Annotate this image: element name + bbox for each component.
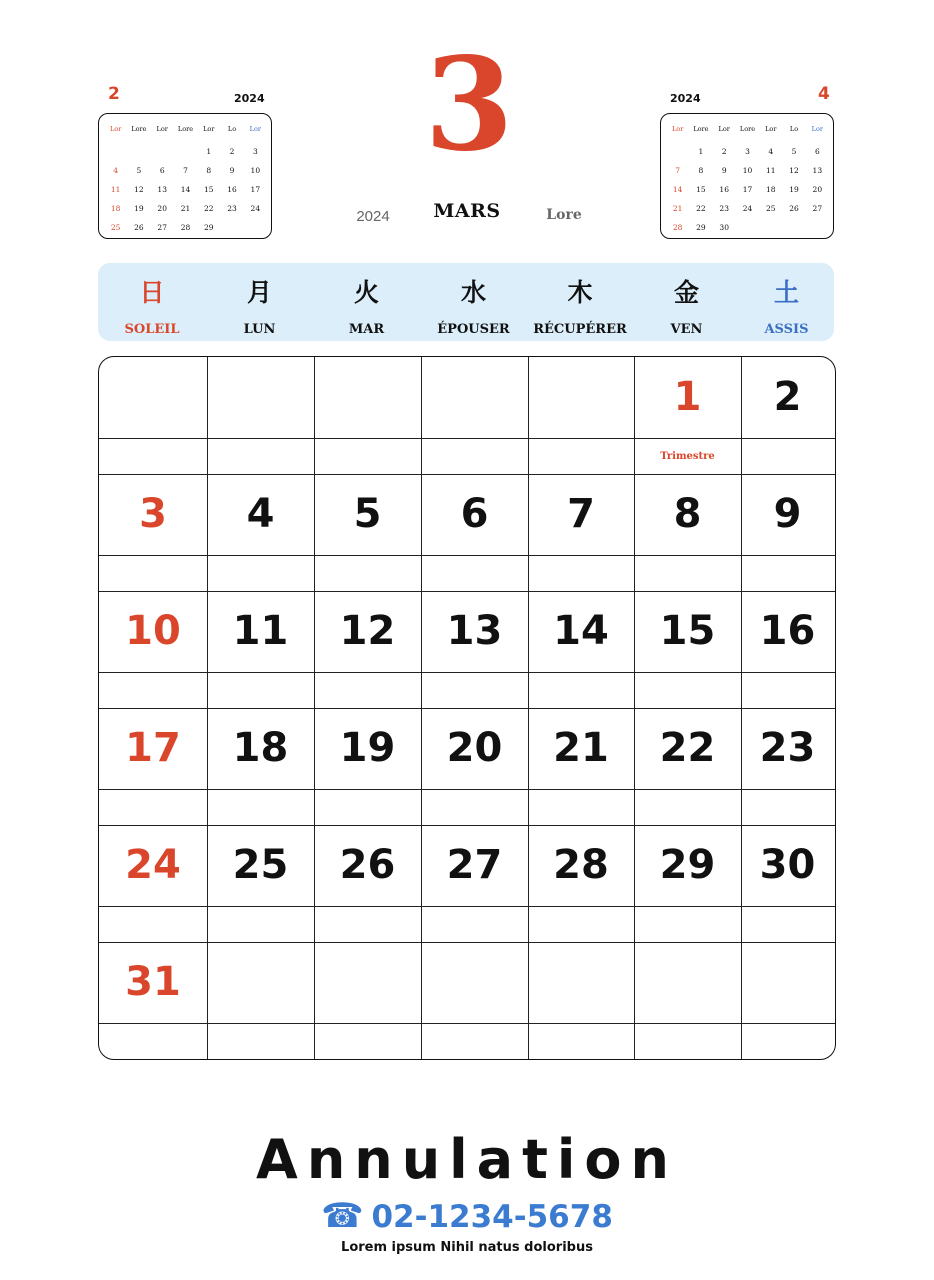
- weekday-0: [98, 263, 206, 341]
- day-cell[interactable]: 16: [759, 608, 816, 654]
- day-cell[interactable]: [314, 357, 421, 437]
- mini-week-row: [666, 180, 829, 199]
- mini-day: 11: [110, 185, 121, 194]
- mini-day: 22: [696, 204, 706, 213]
- prev-month-calendar: [98, 113, 272, 239]
- weekday-kanji: 金: [673, 278, 699, 307]
- mini-day: 19: [789, 185, 799, 194]
- mini-day: 19: [134, 204, 144, 213]
- mini-weekday-label: Lore: [739, 125, 756, 133]
- mini-day: 29: [696, 223, 706, 232]
- mini-day: 23: [227, 204, 237, 213]
- day-cell[interactable]: 11: [232, 608, 289, 654]
- day-cell[interactable]: 31: [125, 959, 181, 1005]
- mini-day: 27: [812, 204, 823, 213]
- mini-day: 17: [742, 185, 753, 194]
- day-cell[interactable]: 17: [125, 725, 181, 771]
- weekday-name: LUN: [243, 322, 276, 337]
- mini-day: 12: [134, 185, 144, 194]
- mini-day: 7: [183, 166, 188, 175]
- mini-week-row: [666, 199, 829, 218]
- mini-week-row: [104, 199, 267, 218]
- mini-weekday-label: Lore: [693, 125, 709, 133]
- day-cell[interactable]: [421, 942, 528, 1022]
- grid-note-divider: [99, 906, 835, 907]
- weekday-1: [206, 263, 313, 341]
- phone-number: 02-1234-5678: [371, 1199, 613, 1235]
- day-cell[interactable]: 28: [553, 842, 609, 888]
- mini-day: 5: [791, 147, 797, 156]
- mini-weekday-label: Lor: [156, 125, 168, 133]
- mini-day: 14: [180, 185, 191, 194]
- mini-day: 20: [812, 185, 823, 194]
- mini-day: 26: [134, 223, 144, 232]
- next-month-year: 2024: [670, 92, 701, 105]
- header-year: 2024: [356, 208, 390, 225]
- prev-month-grid: [104, 122, 267, 237]
- weekday-3: [420, 263, 527, 341]
- mini-weekday-label: Lo: [789, 125, 799, 133]
- day-cell[interactable]: [314, 942, 421, 1022]
- mini-day: 3: [745, 147, 750, 156]
- mini-day: 8: [698, 166, 704, 175]
- mini-day: 27: [157, 223, 167, 232]
- mini-week-row: [104, 142, 267, 161]
- mini-day: 4: [768, 147, 774, 156]
- mini-weekday-label: Lo: [227, 125, 237, 133]
- mini-weekday-label: Lor: [249, 125, 261, 133]
- mini-day: 10: [742, 166, 753, 175]
- footer-phone: [0, 1196, 934, 1236]
- mini-day: 6: [159, 166, 165, 175]
- prev-month-number: 2: [108, 84, 120, 104]
- weekday-name: ASSIS: [764, 322, 809, 337]
- mini-day: 2: [229, 147, 235, 156]
- telephone-icon: ☎: [321, 1196, 364, 1236]
- mini-day: 24: [250, 204, 261, 213]
- day-cell[interactable]: [421, 357, 528, 437]
- weekday-4: [527, 263, 633, 341]
- day-cell[interactable]: 25: [232, 842, 289, 888]
- day-cell[interactable]: 3: [139, 491, 167, 537]
- next-month-number: 4: [818, 84, 830, 104]
- day-cell[interactable]: 14: [553, 608, 609, 654]
- prev-month-year: 2024: [234, 92, 265, 105]
- mini-weekday-label: Lor: [765, 125, 777, 133]
- day-cell[interactable]: 20: [446, 725, 503, 771]
- next-month-calendar: [660, 113, 834, 239]
- weekday-kanji: 日: [139, 278, 165, 307]
- day-cell[interactable]: 18: [232, 725, 289, 771]
- day-cell[interactable]: 23: [759, 725, 816, 771]
- header-extra: Lore: [546, 207, 582, 223]
- next-month-grid: [666, 122, 829, 237]
- grid-note-divider: [99, 789, 835, 790]
- mini-day: 1: [698, 147, 704, 156]
- day-cell[interactable]: [207, 357, 314, 437]
- day-cell[interactable]: 6: [460, 491, 489, 537]
- day-cell[interactable]: 10: [125, 608, 181, 654]
- weekday-name: ÉPOUSER: [437, 322, 510, 337]
- grid-note-divider: [99, 672, 835, 673]
- weekday-name: MAR: [348, 322, 385, 337]
- mini-day: 30: [719, 223, 729, 232]
- mini-week-row: [104, 161, 267, 180]
- mini-weekday-label: Lor: [203, 125, 215, 133]
- mini-day: 3: [252, 147, 258, 156]
- day-cell[interactable]: 13: [446, 608, 503, 654]
- day-cell[interactable]: 30: [759, 842, 816, 888]
- mini-week-row: [104, 180, 267, 199]
- day-cell[interactable]: 8: [673, 491, 702, 537]
- mini-weekday-label: Lor: [718, 125, 730, 133]
- mini-weekday-label: Lor: [811, 125, 823, 133]
- footer-title: Annulation: [256, 1128, 678, 1191]
- mini-week-row: [104, 218, 267, 237]
- mini-day: 15: [696, 185, 706, 194]
- weekday-kanji: 土: [773, 278, 799, 307]
- mini-day: 29: [203, 223, 214, 232]
- day-cell[interactable]: 29: [659, 842, 716, 888]
- mini-week-row: [666, 161, 829, 180]
- mini-day: 16: [719, 185, 729, 194]
- mini-day: 8: [206, 166, 212, 175]
- day-cell[interactable]: 2: [773, 374, 802, 420]
- weekday-name: SOLEIL: [124, 322, 180, 337]
- mini-day: 22: [203, 204, 214, 213]
- weekday-6: [740, 263, 833, 341]
- mini-day: 18: [765, 185, 776, 194]
- mini-day: 28: [672, 223, 683, 232]
- mini-week-row: [666, 218, 829, 237]
- mini-day: 15: [203, 185, 214, 194]
- weekday-name: RÉCUPÉRER: [533, 322, 627, 337]
- day-note: Trimestre: [660, 451, 715, 462]
- mini-weekday-row: [666, 122, 829, 136]
- day-cell[interactable]: 7: [567, 491, 595, 537]
- day-cell[interactable]: [528, 357, 634, 437]
- weekday-kanji: 木: [567, 278, 593, 307]
- weekday-header: [98, 263, 834, 341]
- day-cell[interactable]: 4: [246, 491, 275, 537]
- mini-day: 25: [765, 204, 776, 213]
- mini-weekday-label: Lore: [177, 125, 194, 133]
- mini-weekday-label: Lor: [671, 125, 684, 133]
- mini-day: 2: [721, 147, 727, 156]
- month-name: MARS: [433, 200, 501, 222]
- day-cell[interactable]: [99, 357, 207, 437]
- day-cell[interactable]: 19: [339, 725, 396, 771]
- mini-day: 20: [157, 204, 167, 213]
- mini-day: 13: [157, 185, 167, 194]
- mini-weekday-row: [104, 122, 267, 136]
- mini-day: 12: [789, 166, 799, 175]
- mini-day: 24: [742, 204, 753, 213]
- mini-week-row: [666, 142, 829, 161]
- day-cell[interactable]: 24: [125, 842, 181, 888]
- day-cell[interactable]: 26: [339, 842, 396, 888]
- mini-day: 1: [206, 147, 212, 156]
- day-cell[interactable]: 27: [446, 842, 503, 888]
- mini-day: 14: [672, 185, 683, 194]
- mini-day: 13: [812, 166, 823, 175]
- mini-day: 17: [250, 185, 261, 194]
- day-cell[interactable]: 21: [553, 725, 609, 771]
- mini-day: 23: [719, 204, 729, 213]
- month-number: 3: [424, 30, 514, 180]
- weekday-name: VEN: [670, 322, 703, 337]
- day-cell[interactable]: 12: [339, 608, 396, 654]
- day-cell[interactable]: 22: [659, 725, 716, 771]
- mini-day: 7: [675, 166, 681, 175]
- mini-day: 4: [113, 166, 119, 175]
- footer-subtitle: Lorem ipsum Nihil natus doloribus: [341, 1240, 593, 1255]
- day-cell[interactable]: 5: [353, 491, 382, 537]
- weekday-kanji: 月: [246, 278, 272, 307]
- mini-day: 28: [180, 223, 191, 232]
- weekday-5: [633, 263, 740, 341]
- day-cell[interactable]: [741, 942, 834, 1022]
- mini-day: 5: [136, 166, 142, 175]
- grid-note-divider: [99, 555, 835, 556]
- day-cell[interactable]: 9: [773, 491, 802, 537]
- day-cell[interactable]: 1: [673, 374, 702, 420]
- mini-day: 16: [227, 185, 237, 194]
- mini-day: 10: [250, 166, 261, 175]
- mini-day: 6: [814, 147, 820, 156]
- mini-day: 21: [672, 204, 683, 213]
- month-grid: [98, 356, 836, 1060]
- mini-day: 26: [789, 204, 799, 213]
- weekday-kanji: 火: [353, 278, 379, 307]
- mini-weekday-label: Lor: [109, 125, 122, 133]
- grid-note-divider: [99, 1023, 835, 1024]
- mini-day: 11: [765, 166, 776, 175]
- mini-day: 25: [110, 223, 121, 232]
- weekday-kanji: 水: [460, 278, 486, 307]
- mini-day: 9: [721, 166, 727, 175]
- mini-day: 18: [110, 204, 121, 213]
- mini-day: 9: [229, 166, 235, 175]
- day-cell[interactable]: [528, 942, 634, 1022]
- day-cell[interactable]: [634, 942, 741, 1022]
- mini-day: 21: [180, 204, 191, 213]
- mini-weekday-label: Lore: [131, 125, 147, 133]
- day-cell[interactable]: 15: [659, 608, 716, 654]
- weekday-2: [313, 263, 420, 341]
- day-cell[interactable]: [207, 942, 314, 1022]
